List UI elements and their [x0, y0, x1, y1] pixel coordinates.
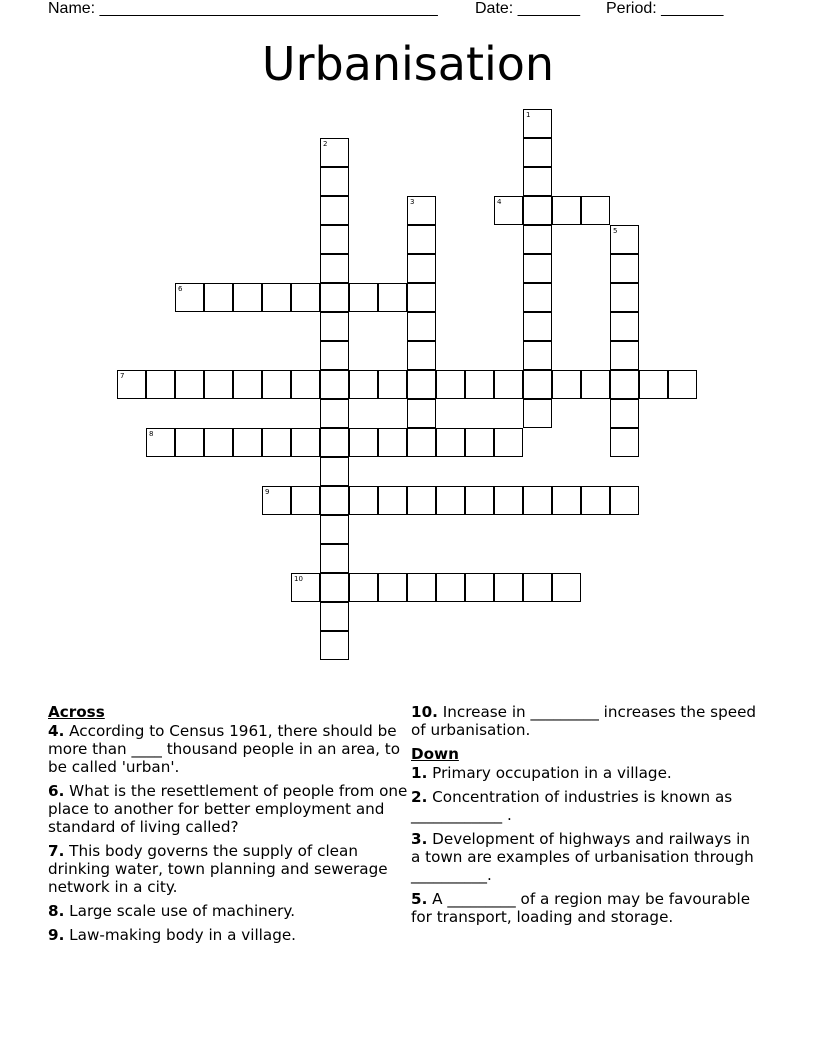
crossword-cell[interactable]	[523, 283, 552, 312]
crossword-cell[interactable]	[291, 428, 320, 457]
clue-text: This body governs the supply of clean drinking water, town planning and sewerage network in a city.	[48, 842, 388, 896]
crossword-cell[interactable]	[523, 399, 552, 428]
crossword-cell[interactable]	[407, 196, 436, 225]
crossword-cell[interactable]	[465, 370, 494, 399]
page-title: Urbanisation	[261, 37, 555, 91]
crossword-cell[interactable]	[320, 631, 349, 660]
crossword-cell[interactable]	[262, 370, 291, 399]
crossword-cell[interactable]	[291, 486, 320, 515]
crossword-cell[interactable]	[436, 486, 465, 515]
clue-text: Law-making body in a village.	[69, 926, 297, 944]
crossword-cell[interactable]	[320, 370, 349, 399]
crossword-cell[interactable]	[436, 428, 465, 457]
down-clue	[411, 764, 761, 782]
crossword-cell[interactable]	[581, 370, 610, 399]
clue-number: 9.	[48, 926, 65, 944]
crossword-cell[interactable]	[349, 370, 378, 399]
clue-text: Concentration of industries is known as ____________ .	[411, 788, 733, 824]
crossword-cell[interactable]	[320, 515, 349, 544]
across-clue	[48, 722, 408, 776]
cell-number: 9	[265, 488, 270, 496]
crossword-cell[interactable]	[465, 573, 494, 602]
crossword-cell[interactable]	[523, 109, 552, 138]
across-clue	[48, 782, 408, 836]
crossword-cell[interactable]	[117, 370, 146, 399]
crossword-cell[interactable]	[610, 370, 639, 399]
crossword-cell[interactable]	[407, 486, 436, 515]
crossword-cell[interactable]	[175, 283, 204, 312]
cell-number: 6	[178, 285, 183, 293]
crossword-cell[interactable]	[523, 370, 552, 399]
across-clue	[48, 926, 408, 944]
clue-number: 1.	[411, 764, 428, 782]
crossword-cell[interactable]	[378, 428, 407, 457]
crossword-cell[interactable]	[320, 283, 349, 312]
crossword-cell[interactable]	[523, 573, 552, 602]
crossword-cell[interactable]	[494, 428, 523, 457]
crossword-cell[interactable]	[552, 573, 581, 602]
crossword-cell[interactable]	[320, 486, 349, 515]
crossword-cell[interactable]	[262, 283, 291, 312]
crossword-cell[interactable]	[146, 428, 175, 457]
clue-text: Increase in _________ increases the speed of urbanisation.	[411, 703, 757, 739]
crossword-cell[interactable]	[436, 573, 465, 602]
crossword-cell[interactable]	[523, 138, 552, 167]
name-field[interactable]: Name: ______________________________________	[48, 0, 438, 17]
crossword-cell[interactable]	[610, 341, 639, 370]
across-clue	[48, 842, 408, 896]
clue-number: 10.	[411, 703, 438, 721]
crossword-cell[interactable]	[407, 312, 436, 341]
clue-number: 4.	[48, 722, 65, 740]
cell-number: 2	[323, 140, 328, 148]
crossword-cell[interactable]	[378, 573, 407, 602]
crossword-cell[interactable]	[320, 167, 349, 196]
crossword-cell[interactable]	[320, 428, 349, 457]
crossword-cell[interactable]	[494, 486, 523, 515]
crossword-cell[interactable]	[320, 573, 349, 602]
crossword-cell[interactable]	[320, 341, 349, 370]
crossword-cell[interactable]	[407, 283, 436, 312]
crossword-cell[interactable]	[610, 254, 639, 283]
clue-text: According to Census 1961, there should be more than ____ thousand people in an area, to be called 'urban'.	[48, 722, 401, 776]
crossword-cell[interactable]	[523, 254, 552, 283]
crossword-cell[interactable]	[523, 225, 552, 254]
crossword-cell[interactable]	[407, 254, 436, 283]
down-clue	[411, 830, 761, 884]
crossword-cell[interactable]	[552, 486, 581, 515]
down-clue	[411, 788, 761, 824]
cell-number: 1	[526, 111, 531, 119]
crossword-cell[interactable]	[349, 573, 378, 602]
crossword-cell[interactable]	[523, 196, 552, 225]
clue-number: 7.	[48, 842, 65, 860]
crossword-cell[interactable]	[407, 399, 436, 428]
clue-text: Development of highways and railways in a town are examples of urbanisation through __________.	[411, 830, 754, 884]
crossword-cell[interactable]	[320, 196, 349, 225]
cell-number: 3	[410, 198, 415, 206]
crossword-cell[interactable]	[320, 138, 349, 167]
period-field[interactable]: Period: _______	[606, 0, 724, 17]
clues-column-left	[48, 703, 408, 950]
clue-text: Large scale use of machinery.	[69, 902, 296, 920]
crossword-cell[interactable]	[581, 486, 610, 515]
crossword-cell[interactable]	[436, 370, 465, 399]
clue-number: 3.	[411, 830, 428, 848]
crossword-cell[interactable]	[320, 312, 349, 341]
clue-number: 6.	[48, 782, 65, 800]
cell-number: 5	[613, 227, 618, 235]
crossword-cell[interactable]	[320, 602, 349, 631]
crossword-cell[interactable]	[610, 312, 639, 341]
crossword-cell[interactable]	[175, 428, 204, 457]
crossword-cell[interactable]	[291, 370, 320, 399]
crossword-cell[interactable]	[349, 283, 378, 312]
crossword-cell[interactable]	[523, 341, 552, 370]
crossword-cell[interactable]	[291, 283, 320, 312]
clue-text: A _________ of a region may be favourable for transport, loading and storage.	[411, 890, 751, 926]
crossword-cell[interactable]	[407, 370, 436, 399]
crossword-cell[interactable]	[668, 370, 697, 399]
crossword-cell[interactable]	[175, 370, 204, 399]
clue-text: Primary occupation in a village.	[432, 764, 672, 782]
crossword-cell[interactable]	[523, 312, 552, 341]
crossword-cell[interactable]	[378, 370, 407, 399]
across-clue	[411, 703, 761, 739]
crossword-cell[interactable]	[639, 370, 668, 399]
crossword-cell[interactable]	[204, 428, 233, 457]
crossword-cell[interactable]	[465, 428, 494, 457]
cell-number: 10	[294, 575, 303, 583]
across-heading: Across	[48, 703, 105, 721]
crossword-cell[interactable]	[262, 428, 291, 457]
clue-text: What is the resettlement of people from one place to another for better employment and standard of living called?	[48, 782, 408, 836]
crossword-cell[interactable]	[233, 428, 262, 457]
clues-column-right	[411, 703, 761, 932]
crossword-cell[interactable]	[465, 486, 494, 515]
crossword-cell[interactable]	[407, 341, 436, 370]
crossword-cell[interactable]	[407, 428, 436, 457]
crossword-cell[interactable]	[610, 486, 639, 515]
clue-number: 2.	[411, 788, 428, 806]
crossword-cell[interactable]	[233, 283, 262, 312]
crossword-cell[interactable]	[552, 370, 581, 399]
crossword-cell[interactable]	[233, 370, 262, 399]
crossword-cell[interactable]	[349, 486, 378, 515]
cell-number: 4	[497, 198, 502, 206]
crossword-cell[interactable]	[262, 486, 291, 515]
crossword-cell[interactable]	[204, 370, 233, 399]
crossword-cell[interactable]	[610, 225, 639, 254]
crossword-cell[interactable]	[494, 573, 523, 602]
crossword-cell[interactable]	[378, 486, 407, 515]
crossword-cell[interactable]	[320, 457, 349, 486]
crossword-cell[interactable]	[320, 254, 349, 283]
date-field[interactable]: Date: _______	[475, 0, 580, 17]
cell-number: 7	[120, 372, 125, 380]
across-clue	[48, 902, 408, 920]
crossword-cell[interactable]	[494, 196, 523, 225]
crossword-cell[interactable]	[523, 167, 552, 196]
crossword-cell[interactable]	[581, 196, 610, 225]
crossword-cell[interactable]	[320, 399, 349, 428]
cell-number: 8	[149, 430, 154, 438]
crossword-cell[interactable]	[349, 428, 378, 457]
crossword-cell[interactable]	[320, 544, 349, 573]
crossword-cell[interactable]	[204, 283, 233, 312]
clue-number: 8.	[48, 902, 65, 920]
crossword-cell[interactable]	[407, 573, 436, 602]
crossword-cell[interactable]	[523, 486, 552, 515]
crossword-cell[interactable]	[407, 225, 436, 254]
crossword-cell[interactable]	[552, 196, 581, 225]
down-heading: Down	[411, 745, 459, 763]
crossword-cell[interactable]	[291, 573, 320, 602]
crossword-cell[interactable]	[494, 370, 523, 399]
crossword-cell[interactable]	[610, 399, 639, 428]
crossword-cell[interactable]	[610, 428, 639, 457]
down-clue	[411, 890, 761, 926]
crossword-cell[interactable]	[610, 283, 639, 312]
crossword-cell[interactable]	[378, 283, 407, 312]
clue-number: 5.	[411, 890, 428, 908]
crossword-cell[interactable]	[146, 370, 175, 399]
crossword-cell[interactable]	[320, 225, 349, 254]
